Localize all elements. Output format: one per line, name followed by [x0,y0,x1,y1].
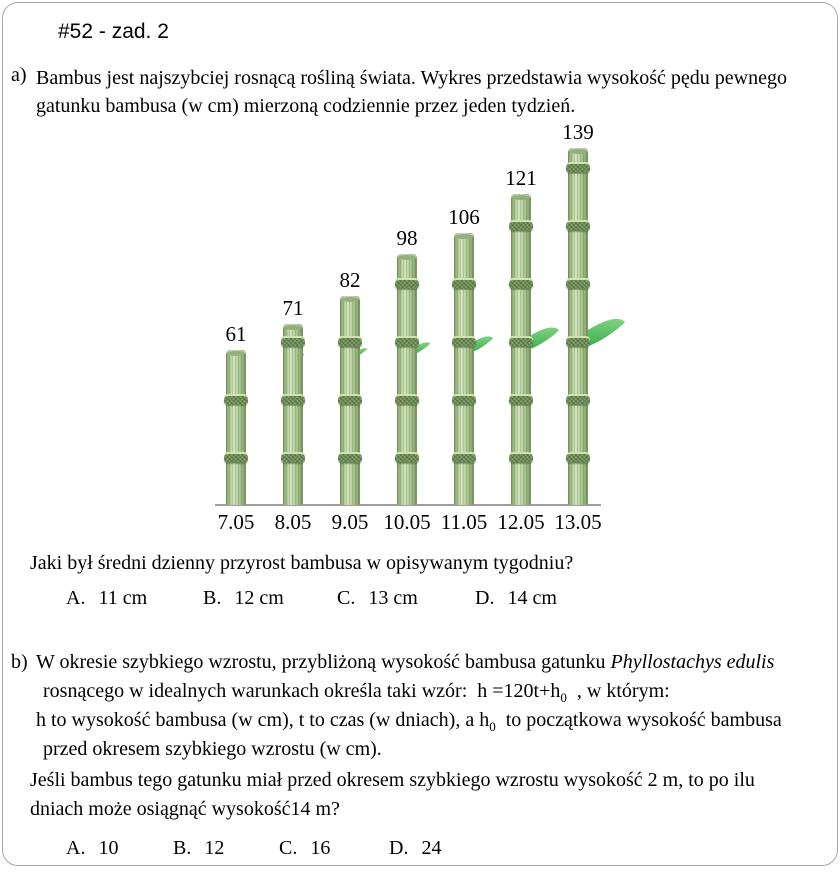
species-name: Phyllostachys edulis [610,651,775,673]
bamboo-node [338,454,362,463]
bamboo-node [509,280,533,289]
option-text: 11 cm [98,587,148,609]
answer-option-d [389,837,441,860]
x-axis-label: 13.05 [554,510,602,534]
part-b-line-2 [43,680,670,706]
bamboo-node [452,280,476,289]
bamboo-cap [454,233,474,239]
option-letter: B. [203,587,222,609]
option-letter: D. [389,837,409,859]
bamboo-node [452,396,476,405]
bar-value-label: 106 [448,205,480,229]
answer-option-c [279,837,330,860]
bamboo-cap [226,350,246,356]
bamboo-cap [568,148,588,154]
bamboo-node [395,338,419,347]
x-axis-label: 12.05 [497,510,545,534]
option-letter: D. [475,587,495,609]
bamboo-stalk [226,350,246,505]
bamboo-node [452,338,476,347]
part-b-line-2-post: , w którym: [566,680,670,702]
bamboo-node [566,454,590,463]
bamboo-cap [397,254,417,260]
bamboo-node [281,396,305,405]
answer-option-c [337,587,418,610]
option-text: 12 cm [234,587,284,609]
bar-value-label: 71 [282,296,304,320]
option-text: 13 cm [368,587,418,609]
bamboo-node [338,338,362,347]
bamboo-node [566,222,590,231]
bamboo-node [224,396,248,405]
part-a-intro-line-2: gatunku bambusa (w cm) mierzoną codziennie przez jeden tydzień. [36,95,576,117]
option-letter: A. [66,837,86,859]
bamboo-stalk [568,148,588,505]
answer-option-a [66,837,118,860]
formula-subscript: 0 [560,690,567,705]
part-a-intro [36,64,787,120]
part-b-question-line-1: Jeśli bambus tego gatunku miał przed okresem szybkiego wzrostu wysokość 2 m, to po ilu [30,769,755,791]
option-letter: C. [337,587,356,609]
x-axis-label: 10.05 [383,510,431,534]
part-b-line-3 [36,709,782,735]
bamboo-chart [3,113,839,543]
bar-value-label: 61 [225,322,247,346]
bamboo-cap [511,194,531,200]
part-b-question-line-2: dniach może osiągnąć wysokość14 m? [30,798,340,820]
formula-text: rosnącego w idealnych warunkach określa taki wzór: h =120t+h [43,680,561,702]
bamboo-node [509,338,533,347]
option-letter: C. [279,837,298,859]
part-a-intro-line-1: Bambus jest najszybciej rosnącą rośliną świata. Wykres przedstawia wysokość pędu pewnego [36,67,787,89]
bamboo-node [509,454,533,463]
answer-option-b [173,837,224,860]
part-a-label: a) [11,64,27,86]
page-title: #52 - zad. 2 [58,20,169,43]
part-b-line-4: przed okresem szybkiego wzrostu (w cm). [43,738,382,760]
bar-value-label: 121 [505,166,537,190]
bar-value-label: 82 [339,268,361,292]
bamboo-node [509,396,533,405]
option-text: 14 cm [507,587,557,609]
bamboo-node [281,338,305,347]
bamboo-node [566,396,590,405]
option-letter: A. [66,587,86,609]
bamboo-node [509,222,533,231]
bamboo-stalk [454,233,474,505]
answer-option-b [203,587,284,610]
bamboo-cap [283,324,303,330]
answer-option-a [66,587,147,610]
bamboo-node [452,454,476,463]
bamboo-node [338,396,362,405]
bamboo-node [566,280,590,289]
bamboo-stalk [397,254,417,505]
bamboo-node [566,164,590,173]
bamboo-node [395,396,419,405]
part-b-line-1 [36,651,774,674]
bamboo-stalk [283,324,303,505]
bamboo-stalk [511,194,531,505]
part-b-line-3-post: to początkowa wysokość bambusa [495,709,782,731]
x-axis-label: 9.05 [331,510,369,534]
bar-value-label: 139 [562,120,594,144]
part-b-line-3-text: h to wysokość bambusa (w cm), t to czas (w dniach), a h [36,709,490,731]
option-text: 16 [310,837,331,859]
bamboo-node [281,454,305,463]
option-letter: B. [173,837,192,859]
formula-subscript: 0 [489,719,496,734]
bamboo-node [395,454,419,463]
bamboo-node [224,454,248,463]
bamboo-node [566,338,590,347]
worksheet-card [2,2,838,866]
x-axis-label: 7.05 [217,510,255,534]
bamboo-node [395,280,419,289]
x-axis-label: 8.05 [274,510,312,534]
part-b-label: b) [11,651,28,673]
option-text: 12 [204,837,225,859]
x-axis-label: 11.05 [440,510,488,534]
option-text: 24 [421,837,442,859]
answer-option-d [475,587,557,610]
bamboo-stalk [340,296,360,505]
bamboo-cap [340,296,360,302]
part-a-question: Jaki był średni dzienny przyrost bambusa w opisywanym tygodniu? [30,552,574,574]
bar-value-label: 98 [396,226,418,250]
option-text: 10 [98,837,119,859]
part-b-line-1-text: W okresie szybkiego wzrostu, przybliżoną wysokość bambusa gatunku [36,651,611,673]
